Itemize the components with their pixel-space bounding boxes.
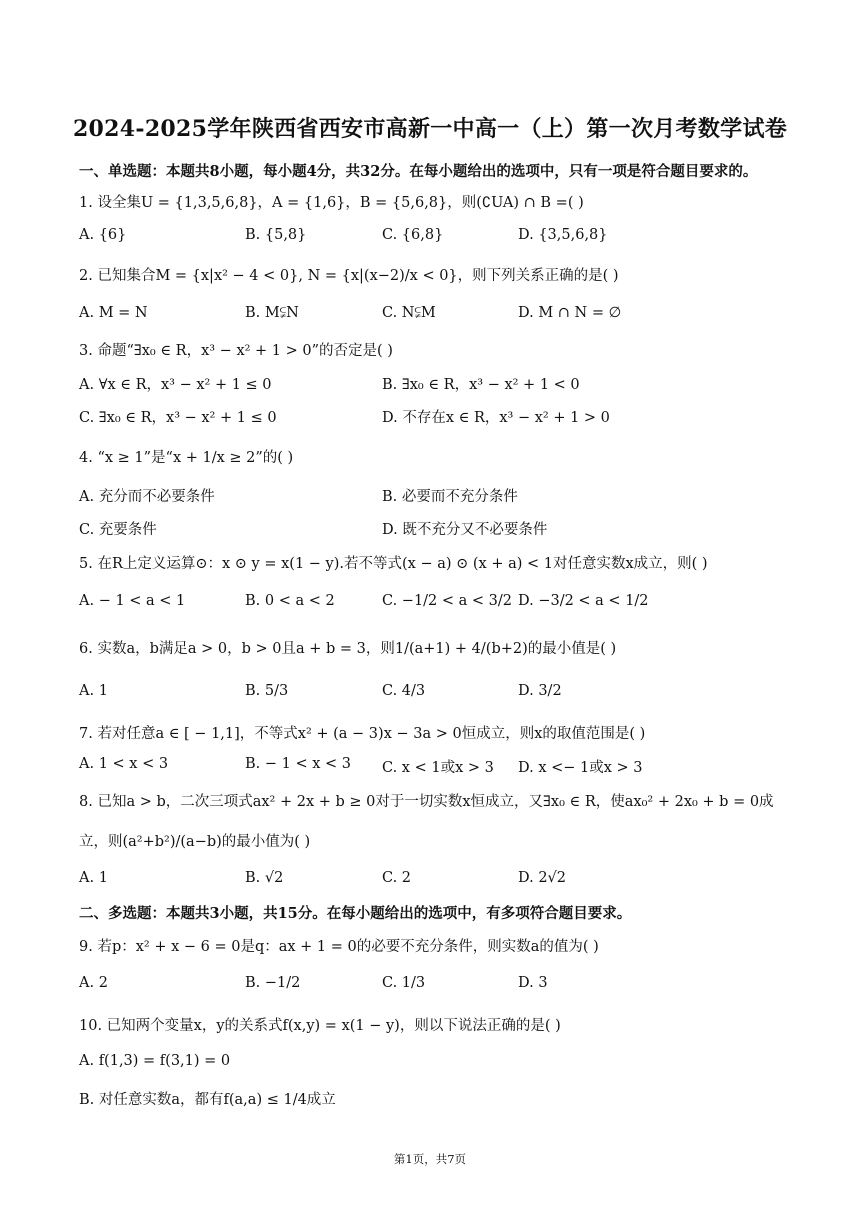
q10-option-b: B. 对任意实数a，都有f(a,a) ≤ 1/4成立 [79, 1092, 336, 1108]
question-7-stem: 7. 若对任意a ∈ [ − 1,1]，不等式x² + (a − 3)x − 3a > 0恒成立，则x的取值范围是( ) [79, 726, 646, 742]
q7-option-a: A. 1 < x < 3 [79, 756, 169, 772]
q8-option-d: D. 2√2 [518, 870, 567, 886]
q9-option-d: D. 3 [518, 975, 548, 991]
question-8-line-1: 8. 已知a > b，二次三项式ax² + 2x + b ≥ 0对于一切实数x恒成立，又∃x₀ ∈ R，使ax₀² + 2x₀ + b = 0成 [79, 794, 774, 810]
q1-option-a: A. {6} [79, 227, 127, 243]
q7-option-c: C. x < 1或x > 3 [382, 760, 494, 776]
q6-option-a: A. 1 [79, 683, 108, 699]
section-multiple-choice-heading: 二、多选题：本题共3小题，共15分。在每小题给出的选项中，有多项符合题目要求。 [79, 905, 632, 922]
q9-option-b: B. −1/2 [245, 975, 301, 991]
q6-option-c: C. 4/3 [382, 683, 426, 699]
question-5-stem: 5. 在R上定义运算⊙：x ⊙ y = x(1 − y).若不等式(x − a) ⊙ (x + a) < 1对任意实数x成立，则( ) [79, 556, 708, 572]
q8-option-c: C. 2 [382, 870, 412, 886]
q6-option-d: D. 3/2 [518, 683, 562, 699]
question-10-stem: 10. 已知两个变量x，y的关系式f(x,y) = x(1 − y)，则以下说法正确的是( ) [79, 1018, 561, 1034]
q5-option-c: C. −1/2 < a < 3/2 [382, 593, 512, 609]
q3-option-a: A. ∀x ∈ R，x³ − x² + 1 ≤ 0 [79, 377, 272, 393]
q3-option-d: D. 不存在x ∈ R，x³ − x² + 1 > 0 [382, 410, 610, 426]
question-1 [79, 191, 584, 212]
question-9 [79, 935, 599, 956]
question-5 [79, 552, 708, 573]
page-footer: 第1页，共7页 [393, 1152, 467, 1166]
q3-option-b: B. ∃x₀ ∈ R，x³ − x² + 1 < 0 [382, 377, 580, 393]
q9-option-a: A. 2 [79, 975, 108, 991]
q2-option-a: A. M = N [79, 305, 148, 321]
question-6 [79, 637, 616, 658]
page-title: 2024-2025学年陕西省西安市高新一中高一（上）第一次月考数学试卷 [72, 116, 788, 142]
q4-option-b: B. 必要而不充分条件 [382, 489, 518, 505]
question-3-stem: 3. 命题“∃x₀ ∈ R，x³ − x² + 1 > 0”的否定是( ) [79, 343, 393, 359]
q3-option-c: C. ∃x₀ ∈ R，x³ − x² + 1 ≤ 0 [79, 410, 277, 426]
question-9-stem: 9. 若p：x² + x − 6 = 0是q：ax + 1 = 0的必要不充分条件，则实数a的值为( ) [79, 939, 599, 955]
question-1-stem: 1. 设全集U = {1,3,5,6,8}，A = {1,6}，B = {5,6,8}，则(∁UA) ∩ B =( ) [79, 195, 584, 211]
q5-option-b: B. 0 < a < 2 [245, 593, 335, 609]
question-2-stem: 2. 已知集合M = {x|x² − 4 < 0}, N = {x|(x−2)/x < 0}，则下列关系正确的是( ) [79, 268, 619, 284]
q4-option-c: C. 充要条件 [79, 522, 157, 538]
question-6-stem: 6. 实数a，b满足a > 0，b > 0且a + b = 3，则1/(a+1) + 4/(b+2)的最小值是( ) [79, 641, 617, 657]
question-2 [79, 264, 619, 285]
q7-option-b: B. − 1 < x < 3 [245, 756, 351, 772]
question-3 [79, 339, 393, 360]
q6-option-b: B. 5/3 [245, 683, 289, 699]
question-4-stem: 4. “x ≥ 1”是“x + 1/x ≥ 2”的( ) [79, 450, 294, 466]
q4-option-a: A. 充分而不必要条件 [79, 489, 215, 505]
question-10 [79, 1014, 561, 1035]
question-4 [79, 446, 293, 467]
section-single-choice-heading: 一、单选题：本题共8小题，每小题4分，共32分。在每小题给出的选项中，只有一项是符合题目要求的。 [79, 163, 758, 180]
q5-option-a: A. − 1 < a < 1 [79, 593, 186, 609]
q1-option-d: D. {3,5,6,8} [518, 227, 608, 243]
q2-option-c: C. N⫋M [382, 305, 436, 321]
q9-option-c: C. 1/3 [382, 975, 426, 991]
q1-option-c: C. {6,8} [382, 227, 444, 243]
question-8-line-2: 立，则(a²+b²)/(a−b)的最小值为( ) [79, 834, 311, 850]
q2-option-d: D. M ∩ N = ∅ [518, 305, 622, 321]
q7-option-d: D. x <− 1或x > 3 [518, 760, 643, 776]
question-7 [79, 722, 645, 743]
q8-option-a: A. 1 [79, 870, 108, 886]
q1-option-b: B. {5,8} [245, 227, 307, 243]
q8-option-b: B. √2 [245, 870, 284, 886]
q10-option-a: A. f(1,3) = f(3,1) = 0 [79, 1053, 231, 1069]
q5-option-d: D. −3/2 < a < 1/2 [518, 593, 649, 609]
q2-option-b: B. M⫋N [245, 305, 299, 321]
q4-option-d: D. 既不充分又不必要条件 [382, 522, 548, 538]
